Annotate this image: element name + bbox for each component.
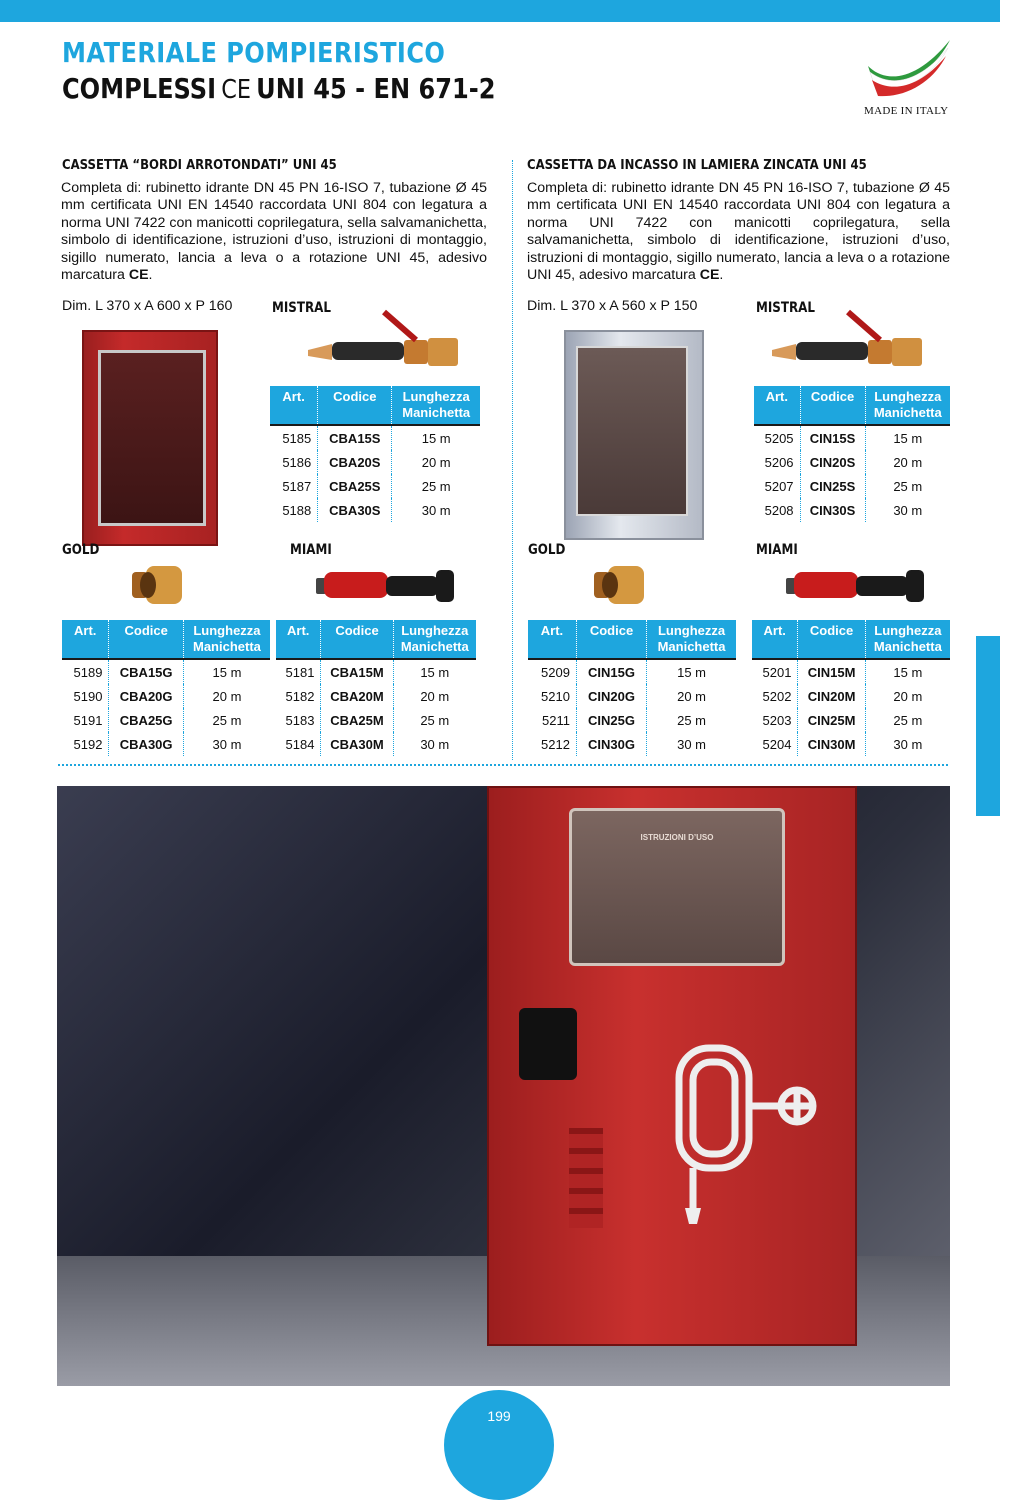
art-cell: 5211 <box>541 712 570 728</box>
red-cabinet-door <box>487 786 857 1346</box>
table-row <box>754 425 950 450</box>
art-cell: 5210 <box>541 688 570 704</box>
code-cell: CBA25M <box>321 708 393 732</box>
length-cell: 20 m <box>421 454 451 470</box>
col-lunghezza <box>393 620 476 659</box>
lock-handle <box>519 1008 577 1080</box>
code-cell: CIN25G <box>576 708 646 732</box>
art-cell: 5182 <box>285 688 315 704</box>
instructions-title: ISTRUZIONI D’USO <box>640 833 714 842</box>
table-row <box>62 708 270 732</box>
code-cell: CIN20G <box>576 684 646 708</box>
length-cell: 30 m <box>893 502 923 518</box>
length-cell: 30 m <box>212 736 242 752</box>
code-cell: CIN20S <box>800 450 865 474</box>
length-cell: 20 m <box>212 688 242 704</box>
col-art: Art. <box>270 386 318 425</box>
art-cell: 5207 <box>764 478 794 494</box>
right-description-text: Completa di: rubinetto idrante DN 45 PN 16-ISO 7, tubazione Ø 45 mm certificata UNI EN 14540 raccordata UNI 804 con legatura a norma UNI 7422 con manicotti coprilegatura, sella salvamanichetta, simbolo di identificazione, istruzioni d’uso, istruzioni di montaggio, sigillo numerato, lancia a leva o a rotazione UNI 45, adesivo marcatura <box>527 180 950 284</box>
table-row <box>754 474 950 498</box>
length-cell: 20 m <box>893 688 923 704</box>
right-section-title: CASSETTA DA INCASSO IN LAMIERA ZINCATA UNI 45 <box>527 158 867 173</box>
length-cell: 15 m <box>421 430 451 446</box>
right-miami-table <box>752 620 950 756</box>
code-cell: CBA25G <box>109 708 183 732</box>
col-lunghezza <box>647 620 736 659</box>
table-row <box>752 684 950 708</box>
instructions-window <box>569 808 785 966</box>
col-art: Art. <box>528 620 576 659</box>
col-codice: Codice <box>576 620 646 659</box>
right-mistral-label: MISTRAL <box>756 300 815 316</box>
right-description-end: . <box>719 267 724 284</box>
table-row <box>276 708 476 732</box>
art-cell: 5206 <box>764 454 794 470</box>
right-miami-label: MIAMI <box>756 542 798 558</box>
art-cell: 5191 <box>73 712 103 728</box>
left-section-title: CASSETTA “BORDI ARROTONDATI” UNI 45 <box>62 158 337 173</box>
col-art: Art. <box>62 620 109 659</box>
col-lunghezza-line2: Manichetta <box>193 639 261 654</box>
right-description <box>527 180 950 284</box>
col-lunghezza-line1: Lunghezza <box>193 623 261 638</box>
art-cell: 5187 <box>282 478 312 494</box>
col-lunghezza <box>865 386 950 425</box>
right-ce-mark: CE <box>699 267 720 284</box>
code-cell: CIN25M <box>798 708 865 732</box>
left-description <box>61 180 487 284</box>
table-row <box>528 684 736 708</box>
code-cell: CBA15G <box>109 659 183 684</box>
art-cell: 5183 <box>285 712 315 728</box>
subtitle-a: COMPLESSI <box>62 72 217 105</box>
right-dimensions: Dim. L 370 x A 560 x P 150 <box>527 298 698 314</box>
table-row <box>62 732 270 756</box>
miami-nozzle-icon <box>314 566 458 606</box>
vent-slots <box>569 1128 603 1228</box>
table-row <box>276 732 476 756</box>
art-cell: 5208 <box>764 502 794 518</box>
length-cell: 25 m <box>677 712 706 728</box>
col-codice: Codice <box>321 620 393 659</box>
art-cell: 5186 <box>282 454 312 470</box>
art-cell: 5181 <box>285 664 315 680</box>
left-description-end: . <box>148 267 153 284</box>
col-lunghezza <box>392 386 480 425</box>
col-lunghezza <box>183 620 270 659</box>
table-row <box>62 659 270 684</box>
column-divider <box>512 160 513 760</box>
col-lunghezza-line2: Manichetta <box>400 639 469 654</box>
table-row <box>754 450 950 474</box>
col-codice: Codice <box>109 620 183 659</box>
right-gold-label: GOLD <box>528 542 566 558</box>
table-row <box>270 474 480 498</box>
left-mistral-table <box>270 386 480 522</box>
table-row <box>752 732 950 756</box>
length-cell: 25 m <box>212 712 242 728</box>
art-cell: 5209 <box>541 664 570 680</box>
length-cell: 20 m <box>893 454 923 470</box>
ce-mark: CE <box>221 75 252 105</box>
table-row <box>62 684 270 708</box>
art-cell: 5202 <box>762 688 792 704</box>
code-cell: CBA15M <box>321 659 393 684</box>
col-lunghezza <box>865 620 950 659</box>
code-cell: CIN30M <box>798 732 865 756</box>
italy-flag-logo <box>864 38 954 98</box>
code-cell: CIN30G <box>576 732 646 756</box>
left-ce-mark: CE <box>128 267 149 284</box>
red-cabinet-image <box>82 330 218 546</box>
col-art: Art. <box>276 620 321 659</box>
length-cell: 15 m <box>212 664 242 680</box>
length-cell: 25 m <box>421 478 451 494</box>
page-number: 199 <box>487 1408 511 1424</box>
gold-nozzle-icon <box>130 562 186 606</box>
side-tab <box>976 636 1000 816</box>
table-row <box>752 708 950 732</box>
art-cell: 5204 <box>762 736 792 752</box>
col-art: Art. <box>752 620 798 659</box>
hose-reel-symbol-icon <box>659 1038 819 1228</box>
table-row <box>276 659 476 684</box>
table-row <box>752 659 950 684</box>
code-cell: CBA15S <box>318 425 392 450</box>
section-divider <box>58 764 948 766</box>
length-cell: 15 m <box>420 664 450 680</box>
code-cell: CBA30M <box>321 732 393 756</box>
top-accent-bar <box>0 0 1000 22</box>
col-lunghezza-line2: Manichetta <box>873 639 942 654</box>
length-cell: 30 m <box>420 736 450 752</box>
code-cell: CIN15S <box>800 425 865 450</box>
art-cell: 5212 <box>541 736 570 752</box>
code-cell: CBA20M <box>321 684 393 708</box>
table-row <box>754 498 950 522</box>
col-lunghezza-line2: Manichetta <box>402 405 471 420</box>
left-miami-label: MIAMI <box>290 542 332 558</box>
page-title: MATERIALE POMPIERISTICO <box>62 36 446 69</box>
col-lunghezza-line1: Lunghezza <box>874 623 942 638</box>
col-lunghezza-line1: Lunghezza <box>402 389 470 404</box>
left-miami-table <box>276 620 476 756</box>
left-mistral-label: MISTRAL <box>272 300 331 316</box>
left-gold-table <box>62 620 270 756</box>
right-gold-table <box>528 620 736 756</box>
galvanized-cabinet-image <box>564 330 704 540</box>
art-cell: 5184 <box>285 736 315 752</box>
made-in-italy-label: MADE IN ITALY <box>864 105 949 117</box>
col-codice: Codice <box>800 386 865 425</box>
length-cell: 25 m <box>420 712 450 728</box>
page-number-badge <box>444 1390 554 1500</box>
installed-cabinet-photo <box>57 786 950 1386</box>
art-cell: 5188 <box>282 502 312 518</box>
col-art: Art. <box>754 386 800 425</box>
art-cell: 5205 <box>764 430 794 446</box>
art-cell: 5190 <box>73 688 103 704</box>
length-cell: 15 m <box>893 664 923 680</box>
length-cell: 30 m <box>421 502 451 518</box>
col-lunghezza-line1: Lunghezza <box>874 389 942 404</box>
table-row <box>528 708 736 732</box>
length-cell: 25 m <box>893 712 923 728</box>
length-cell: 15 m <box>893 430 923 446</box>
art-cell: 5189 <box>73 664 103 680</box>
table-row <box>270 450 480 474</box>
subtitle-b: UNI 45 - EN 671-2 <box>256 72 496 105</box>
table-row <box>270 425 480 450</box>
length-cell: 30 m <box>893 736 923 752</box>
length-cell: 15 m <box>677 664 706 680</box>
page-subtitle <box>62 72 496 105</box>
art-cell: 5201 <box>762 664 792 680</box>
code-cell: CBA30G <box>109 732 183 756</box>
art-cell: 5185 <box>282 430 312 446</box>
length-cell: 20 m <box>677 688 706 704</box>
mistral-nozzle-icon <box>306 308 466 368</box>
gold-nozzle-icon <box>592 562 648 606</box>
length-cell: 20 m <box>420 688 450 704</box>
left-gold-label: GOLD <box>62 542 100 558</box>
col-lunghezza-line2: Manichetta <box>873 405 942 420</box>
art-cell: 5192 <box>73 736 103 752</box>
mistral-nozzle-icon <box>770 308 930 368</box>
col-lunghezza-line1: Lunghezza <box>401 623 469 638</box>
code-cell: CBA25S <box>318 474 392 498</box>
code-cell: CIN15G <box>576 659 646 684</box>
code-cell: CBA20G <box>109 684 183 708</box>
col-codice: Codice <box>798 620 865 659</box>
length-cell: 25 m <box>893 478 923 494</box>
code-cell: CIN30S <box>800 498 865 522</box>
code-cell: CIN25S <box>800 474 865 498</box>
left-description-text: Completa di: rubinetto idrante DN 45 PN 16-ISO 7, tubazione Ø 45 mm certificata UNI EN 14540 raccordata UNI 804 con legatura a norma UNI 7422 con manicotti coprilegatura, sella salvamanichetta, simbolo di identificazione, istruzioni d’uso, istruzioni di montaggio, sigillo numerato, lancia a leva o a rotazione UNI 45, adesivo marcatura <box>61 180 487 284</box>
col-lunghezza-line2: Manichetta <box>657 639 726 654</box>
table-row <box>270 498 480 522</box>
col-codice: Codice <box>318 386 392 425</box>
miami-nozzle-icon <box>784 566 928 606</box>
table-row <box>276 684 476 708</box>
table-row <box>528 732 736 756</box>
art-cell: 5203 <box>762 712 792 728</box>
code-cell: CIN20M <box>798 684 865 708</box>
left-dimensions: Dim. L 370 x A 600 x P 160 <box>62 298 233 314</box>
code-cell: CBA30S <box>318 498 392 522</box>
right-mistral-table <box>754 386 950 522</box>
col-lunghezza-line1: Lunghezza <box>657 623 726 638</box>
code-cell: CIN15M <box>798 659 865 684</box>
code-cell: CBA20S <box>318 450 392 474</box>
length-cell: 30 m <box>677 736 706 752</box>
table-row <box>528 659 736 684</box>
